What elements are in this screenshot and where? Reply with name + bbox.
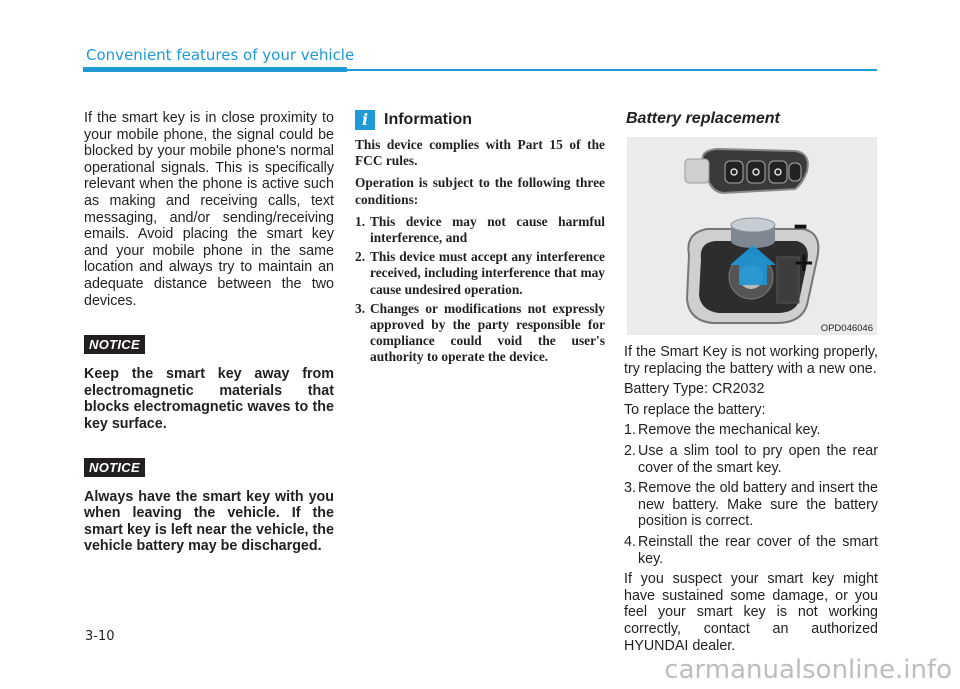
left-column xyxy=(84,110,334,555)
notice-badge: NOTICE xyxy=(84,335,145,354)
list-item: 4. Reinstall the rear cover of the smart key. xyxy=(624,533,878,567)
replacement-steps xyxy=(624,422,878,567)
info-title: Information xyxy=(384,111,472,128)
section-header: Convenient features of your vehicle xyxy=(86,46,355,64)
watermark: carmanualsonline.info xyxy=(664,655,952,685)
information-box xyxy=(355,110,605,369)
intro-paragraph: If the smart key is in close proximity to your mobile phone, the signal could be blocked by your mobile phone's normal operational signals. This is specifically relevant when the phone is active such as making and receiving calls, text messaging, and/or sending/receiving emails. Avoid placing the smart key and your mobile phone in the same location and always try to maintain an adequate distance between the two devices. xyxy=(84,110,334,309)
notice-text-1: Keep the smart key away from electromagnetic materials that blocks electromagnetic waves to the key surface. xyxy=(84,366,334,432)
smart-key-battery-figure xyxy=(627,137,877,335)
battery-illustration xyxy=(627,137,877,335)
header-rule-thick xyxy=(83,67,347,72)
info-icon: i xyxy=(355,110,375,130)
battery-title: Battery replacement xyxy=(626,110,780,127)
page-number: 3-10 xyxy=(85,629,115,644)
info-paragraph-1: This device complies with Part 15 of the FCC rules. xyxy=(355,137,605,169)
replace-lead: To replace the battery: xyxy=(624,401,766,418)
list-item: 3. Changes or modifications not expressly approved by the party responsible for compliance could void the user's authority to operate the device. xyxy=(355,300,605,365)
notice-badge: NOTICE xyxy=(84,458,145,477)
header-rule-thin xyxy=(347,69,877,71)
battery-column xyxy=(624,110,878,658)
list-item: 1. This device may not cause harmful interference, and xyxy=(355,213,605,246)
figure-code: OPD046046 xyxy=(820,323,873,334)
list-item: 3. Remove the old battery and insert the new battery. Make sure the battery position is correct. xyxy=(624,480,878,530)
plus-sign: + xyxy=(793,248,815,278)
list-item: 2. This device must accept any interference received, including interference that may cause undesired operation. xyxy=(355,249,605,297)
battery-closing: If you suspect your smart key might have sustained some damage, or you feel your smart key is not working correctly, contact an authorized HYUNDAI dealer. xyxy=(624,571,878,654)
coin-battery-icon xyxy=(731,218,775,248)
info-conditions-list xyxy=(355,214,605,366)
list-item: 1. Remove the mechanical key. xyxy=(624,422,821,439)
notice-text-2: Always have the smart key with you when leaving the vehicle. If the smart key is left near the vehicle, the vehicle battery may be discharged. xyxy=(84,488,334,555)
battery-intro: If the Smart Key is not working properly, try replacing the battery with a new one. xyxy=(624,344,878,377)
list-item: 2. Use a slim tool to pry open the rear cover of the smart key. xyxy=(624,442,878,476)
minus-sign: – xyxy=(793,208,808,243)
info-paragraph-2: Operation is subject to the following three conditions: xyxy=(355,175,605,207)
battery-type: Battery Type: CR2032 xyxy=(624,381,765,398)
